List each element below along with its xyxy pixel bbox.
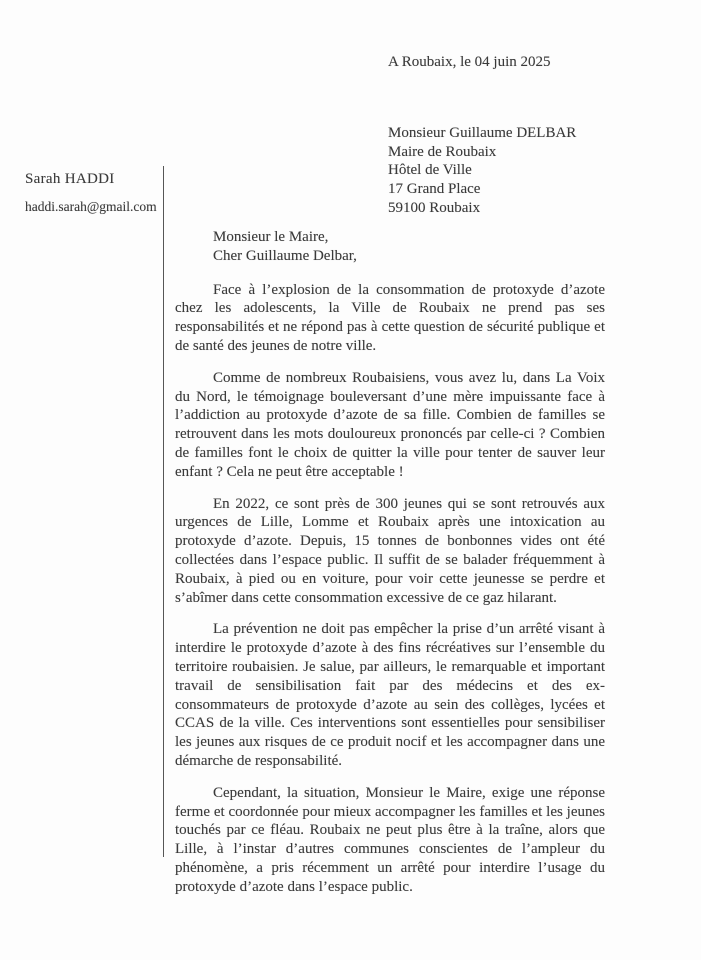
letter-date: A Roubaix, le 04 juin 2025: [388, 54, 551, 70]
body-paragraph: En 2022, ce sont près de 300 jeunes qui se sont retrouvés aux urgences de Lille, Lomme et Roubaix après une intoxication au protoxyde d’azote. Depuis, 15 tonnes de bonbonnes vides ont été collectées dans l’espace public. Il suffit de se balader fréquemment à Roubaix, à pied ou en voiture, pour voir cette jeunesse se perdre et s’abîmer dans cette consommation excessive de ce gaz hilarant.: [175, 495, 605, 606]
recipient-address-line: Hôtel de Ville: [388, 162, 472, 179]
sender-block: [25, 171, 160, 215]
body-paragraph: La prévention ne doit pas empêcher la prise d’un arrêté visant à interdire le protoxyde d’azote à des fins récréatives sur l’ensemble du territoire roubaisien. Je salue, par ailleurs, le remarquable et important travail de sensibilisation fait par des médecins et des ex-consommateurs de protoxyde d’azote au sein des collèges, lycées et CCAS de la ville. Ces interventions sont essentielles pour sensibiliser les jeunes aux risques de ce produit nocif et les accompagner dans une démarche de responsabilité.: [175, 621, 605, 769]
recipient-title: Maire de Roubaix: [388, 143, 497, 160]
sender-name: Sarah HADDI: [25, 171, 115, 187]
letter-body: [175, 228, 605, 897]
salutation-line: Monsieur le Maire,: [213, 229, 329, 245]
salutation-block: [175, 228, 605, 266]
recipient-name: Monsieur Guillaume DELBAR: [388, 125, 577, 141]
sender-email: haddi.sarah@gmail.com: [25, 199, 157, 214]
salutation-line: Cher Guillaume Delbar,: [213, 247, 357, 264]
recipient-block: [388, 124, 576, 218]
body-paragraph: Comme de nombreux Roubaisiens, vous avez lu, dans La Voix du Nord, le témoignage bouleversant d’une mère impuissante face à l’addiction au protoxyde d’azote de sa fille. Combien de familles se retrouvent dans les mots douloureux prononcés par celle-ci ? Combien de familles font le choix de quitter la ville pour tenter de sauver leur enfant ? Cela ne peut être acceptable !: [175, 369, 605, 480]
body-paragraph: Face à l’explosion de la consommation de protoxyde d’azote chez les adolescents, la Ville de Roubaix ne prend pas ses responsabilités et ne répond pas à cette question de sécurité publique et de santé des jeunes de notre ville.: [175, 281, 605, 354]
body-paragraph: Cependant, la situation, Monsieur le Maire, exige une réponse ferme et coordonnée pour mieux accompagner les familles et les jeunes touchés par ce fléau. Roubaix ne peut plus être à la traîne, alors que Lille, à l’instar d’autres communes conscientes de l’ampleur du phénomène, a pris récemment un arrêté pour interdire l’usage du protoxyde d’azote dans l’espace public.: [175, 784, 605, 895]
vertical-divider: [163, 166, 164, 857]
recipient-address-line: 17 Grand Place: [388, 181, 481, 198]
recipient-address-line: 59100 Roubaix: [388, 199, 481, 216]
